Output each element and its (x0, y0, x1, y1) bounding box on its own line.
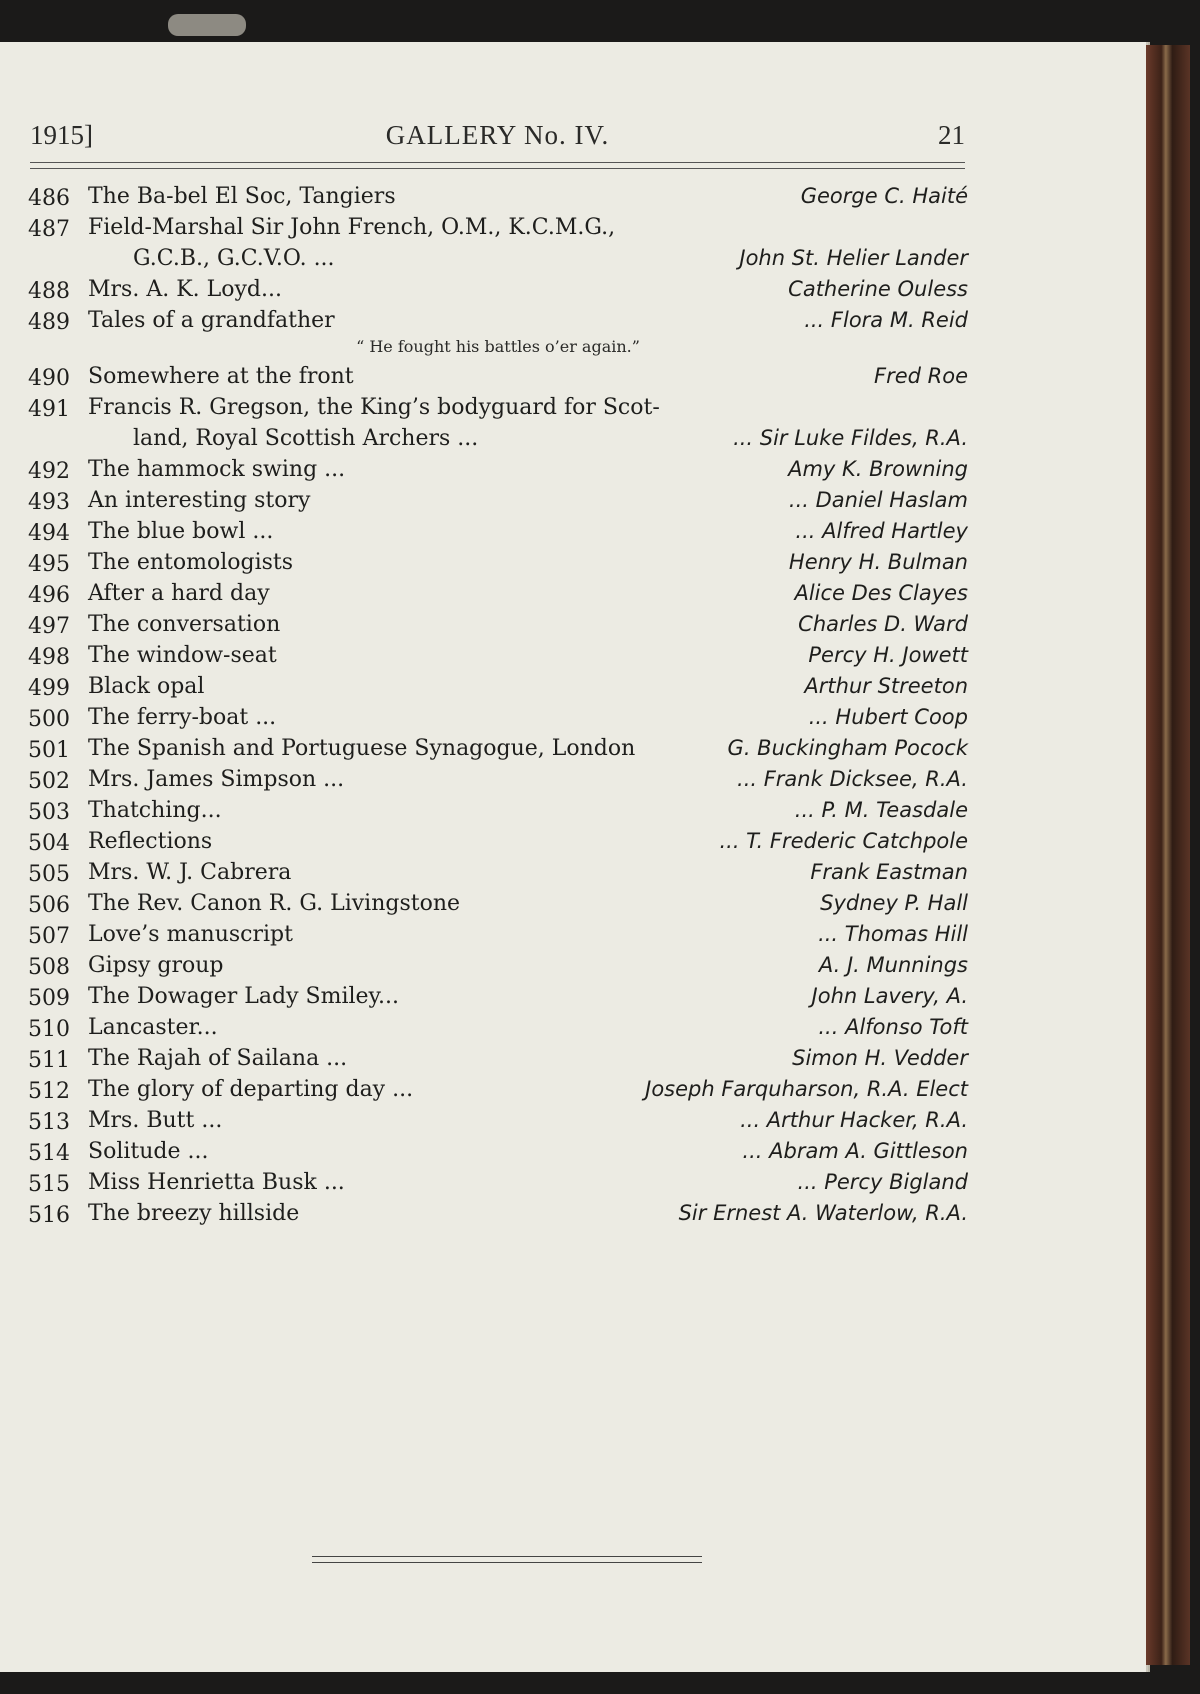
entry-number: 504 (28, 831, 70, 856)
entry-artist: Henry H. Bulman (788, 550, 968, 574)
entry-title: An interesting story (88, 488, 311, 513)
entry-artist: Frank Eastman (810, 860, 968, 884)
entry-title: Mrs. Butt ... (88, 1108, 223, 1133)
entry-number: 486 (28, 186, 70, 211)
entry-number: 491 (28, 397, 70, 422)
entry-artist: ... Daniel Haslam (788, 488, 968, 512)
page-title: GALLERY No. IV. (385, 120, 610, 150)
page-number: 21 (938, 120, 965, 150)
entry-artist: Sir Ernest A. Waterlow, R.A. (678, 1201, 968, 1225)
footer-rule (312, 1556, 702, 1563)
entry-number: 514 (28, 1141, 70, 1166)
entry-artist: John St. Helier Lander (739, 246, 968, 270)
entry-title: The Rajah of Sailana ... (88, 1046, 348, 1071)
entry-title: Somewhere at the front (88, 364, 354, 389)
list-item (28, 579, 968, 610)
entry-number: 489 (28, 310, 70, 335)
entry-artist: ... Thomas Hill (818, 922, 968, 946)
entry-number: 516 (28, 1203, 70, 1228)
entry-title: Field-Marshal Sir John French, O.M., K.C.M.G., (88, 215, 616, 240)
entry-title: Gipsy group (88, 953, 224, 978)
entry-artist: Alice Des Clayes (794, 581, 968, 605)
list-item (28, 610, 968, 641)
list-item (28, 182, 968, 213)
header-rule (30, 162, 965, 169)
entry-title: Love’s manuscript (88, 922, 293, 947)
entry-title: The hammock swing ... (88, 457, 346, 482)
list-item (28, 393, 968, 424)
entry-artist: ... Alfonso Toft (818, 1015, 968, 1039)
list-item (28, 1075, 968, 1106)
list-item (28, 455, 968, 486)
entry-title: The conversation (88, 612, 281, 637)
entry-title: The glory of departing day ... (88, 1077, 414, 1102)
entry-number: 499 (28, 676, 70, 701)
entry-title: The ferry-boat ... (88, 705, 277, 730)
entry-title: The blue bowl ... (88, 519, 274, 544)
list-item (28, 672, 968, 703)
entry-artist: ... Alfred Hartley (795, 519, 968, 543)
entry-number: 495 (28, 552, 70, 577)
entry-title: The breezy hillside (88, 1201, 300, 1226)
entry-artist: ... Frank Dicksee, R.A. (737, 767, 968, 791)
entry-number: 488 (28, 279, 70, 304)
entry-artist: G. Buckingham Pocock (727, 736, 968, 760)
header-year: 1915] (30, 120, 93, 150)
entry-title: Lancaster... (88, 1015, 218, 1040)
list-item (28, 951, 968, 982)
entry-artist: ... Flora M. Reid (804, 308, 968, 332)
list-item (28, 858, 968, 889)
entry-number: 511 (28, 1048, 70, 1073)
list-item (28, 920, 968, 951)
entry-number: 507 (28, 924, 70, 949)
list-item (28, 734, 968, 765)
entry-artist: ... Arthur Hacker, R.A. (740, 1108, 968, 1132)
entry-artist: Amy K. Browning (788, 457, 968, 481)
entry-artist: Percy H. Jowett (808, 643, 968, 667)
entry-number: 490 (28, 366, 70, 391)
entry-number: 512 (28, 1079, 70, 1104)
entry-number: 492 (28, 459, 70, 484)
entry-artist: John Lavery, A. (811, 984, 968, 1008)
entry-title: Mrs. James Simpson ... (88, 767, 345, 792)
entry-title: The Dowager Lady Smiley... (88, 984, 400, 1009)
list-item (28, 1137, 968, 1168)
list-item (28, 275, 968, 306)
entry-artist: Charles D. Ward (798, 612, 968, 636)
entry-number: 513 (28, 1110, 70, 1135)
entry-artist: Arthur Streeton (804, 674, 968, 698)
list-item (28, 486, 968, 517)
list-item (28, 306, 968, 337)
entry-title: Tales of a grandfather (88, 308, 335, 333)
entry-number: 510 (28, 1017, 70, 1042)
list-item (28, 641, 968, 672)
entry-title: The Spanish and Portuguese Synagogue, London (88, 736, 636, 761)
entry-number: 503 (28, 800, 70, 825)
entry-title-continued: land, Royal Scottish Archers ... (133, 426, 479, 451)
list-item (28, 548, 968, 579)
entry-title-continued: G.C.B., G.C.V.O. ... (133, 246, 335, 271)
entry-number: 500 (28, 707, 70, 732)
entry-number: 506 (28, 893, 70, 918)
entry-title: The window-seat (88, 643, 277, 668)
entry-title: Black opal (88, 674, 205, 699)
entry-artist: Sydney P. Hall (820, 891, 968, 915)
list-item (28, 517, 968, 548)
list-item (28, 982, 968, 1013)
entry-title: Mrs. A. K. Loyd... (88, 277, 282, 302)
book-spine (1146, 45, 1190, 1665)
entry-title: Solitude ... (88, 1139, 209, 1164)
list-item (28, 889, 968, 920)
list-item-continuation (28, 244, 968, 275)
entry-artist: ... Hubert Coop (808, 705, 968, 729)
entry-title: Thatching... (88, 798, 222, 823)
entry-artist: Simon H. Vedder (792, 1046, 968, 1070)
entry-number: 497 (28, 614, 70, 639)
entry-number: 496 (28, 583, 70, 608)
entry-quote: “ He fought his battles o’er again.” (356, 337, 640, 356)
entry-artist: ... P. M. Teasdale (794, 798, 968, 822)
entry-title: The Ba-bel El Soc, Tangiers (88, 184, 396, 209)
entry-title: Francis R. Gregson, the King’s bodyguard for Scot- (88, 395, 660, 420)
entry-number: 501 (28, 738, 70, 763)
entry-artist: George C. Haité (800, 184, 968, 208)
catalogue-list (28, 182, 968, 1230)
entry-artist: Fred Roe (874, 364, 968, 388)
list-item (28, 213, 968, 244)
entry-number: 487 (28, 217, 70, 242)
list-item-continuation (28, 424, 968, 455)
entry-number: 505 (28, 862, 70, 887)
list-item (28, 1168, 968, 1199)
entry-title: Miss Henrietta Busk ... (88, 1170, 345, 1195)
list-item (28, 1044, 968, 1075)
entry-artist: ... Abram A. Gittleson (742, 1139, 968, 1163)
list-item (28, 796, 968, 827)
list-item (28, 1106, 968, 1137)
entry-number: 515 (28, 1172, 70, 1197)
list-item (28, 765, 968, 796)
entry-number: 502 (28, 769, 70, 794)
entry-artist: Joseph Farquharson, R.A. Elect (645, 1077, 968, 1101)
entry-title: After a hard day (88, 581, 270, 606)
entry-number: 493 (28, 490, 70, 515)
entry-number: 509 (28, 986, 70, 1011)
entry-artist: ... Sir Luke Fildes, R.A. (733, 426, 968, 450)
entry-artist: ... Percy Bigland (797, 1170, 968, 1194)
entry-title: Reflections (88, 829, 213, 854)
entry-artist: Catherine Ouless (788, 277, 968, 301)
list-item (28, 1013, 968, 1044)
entry-number: 508 (28, 955, 70, 980)
list-item (28, 703, 968, 734)
entry-title: Mrs. W. J. Cabrera (88, 860, 292, 885)
entry-artist: A. J. Munnings (818, 953, 968, 977)
entry-number: 498 (28, 645, 70, 670)
page-header (30, 120, 965, 156)
list-item (28, 1199, 968, 1230)
entry-number: 494 (28, 521, 70, 546)
entry-artist: ... T. Frederic Catchpole (719, 829, 968, 853)
entry-title: The Rev. Canon R. G. Livingstone (88, 891, 461, 916)
entry-title: The entomologists (88, 550, 294, 575)
list-item (28, 362, 968, 393)
list-item (28, 827, 968, 858)
paper-clip (168, 14, 246, 36)
